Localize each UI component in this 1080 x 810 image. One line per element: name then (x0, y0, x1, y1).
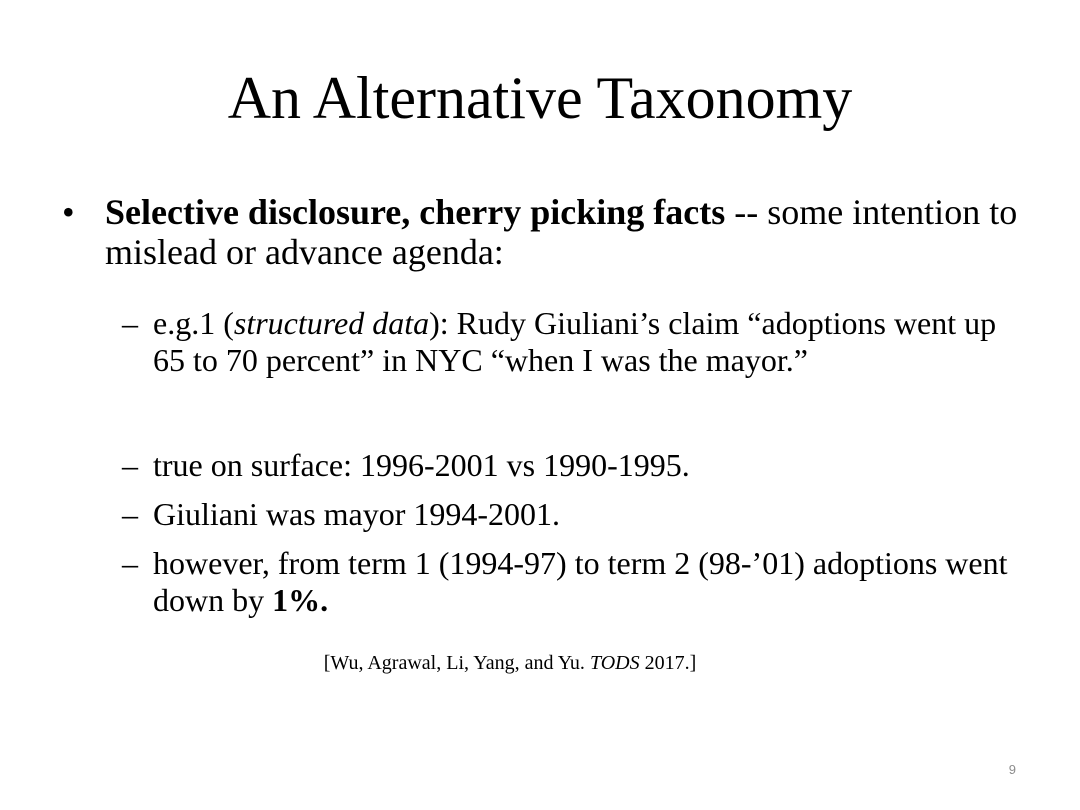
main-bullet-bold: Selective disclosure, cherry picking facts (105, 192, 726, 232)
sub-bullet-marker: – (122, 545, 138, 581)
sub-bullet-text (153, 545, 1022, 619)
sub-bullet-text: true on surface: 1996-2001 vs 1990-1995. (153, 447, 690, 483)
citation-prefix: [Wu, Agrawal, Li, Yang, and Yu. (323, 652, 590, 674)
slide-title: An Alternative Taxonomy (227, 65, 853, 131)
sub-bullet-marker: – (122, 496, 138, 532)
main-bullet-rest: -- some intention to mislead or advance agenda: (105, 192, 1018, 272)
citation (0, 651, 1020, 675)
sub-bullet-however (122, 545, 1022, 619)
sub-bullet-marker: – (122, 305, 138, 341)
sub-bullet-text: Giuliani was mayor 1994-2001. (153, 496, 561, 532)
page-number: 9 (1008, 762, 1016, 777)
citation-suffix: 2017.] (639, 652, 697, 674)
sub-bullet-prefix: however, from term 1 (1994-97) to term 2 (98-’01) adoptions went down by (153, 545, 1008, 618)
sub-bullet-example (122, 305, 1022, 379)
sub-bullet-italic: structured data (233, 305, 430, 341)
sub-bullet-text (153, 305, 1022, 379)
sub-bullet-prefix: e.g.1 ( (153, 305, 234, 341)
sub-bullet-marker: – (122, 447, 138, 483)
main-bullet-text (105, 192, 1022, 272)
citation-journal: TODS (589, 652, 640, 674)
main-bullet (62, 192, 1022, 272)
bullet-marker: • (62, 192, 75, 232)
sub-bullet-surface (122, 447, 1022, 484)
sub-bullet-suffix: ): Rudy Giuliani’s claim “adoptions went up 65 to 70 percent” in NYC “when I was the mayor.” (153, 305, 997, 378)
sub-bullet-bold: 1%. (272, 582, 329, 618)
sub-bullet-mayor-term (122, 496, 1022, 533)
